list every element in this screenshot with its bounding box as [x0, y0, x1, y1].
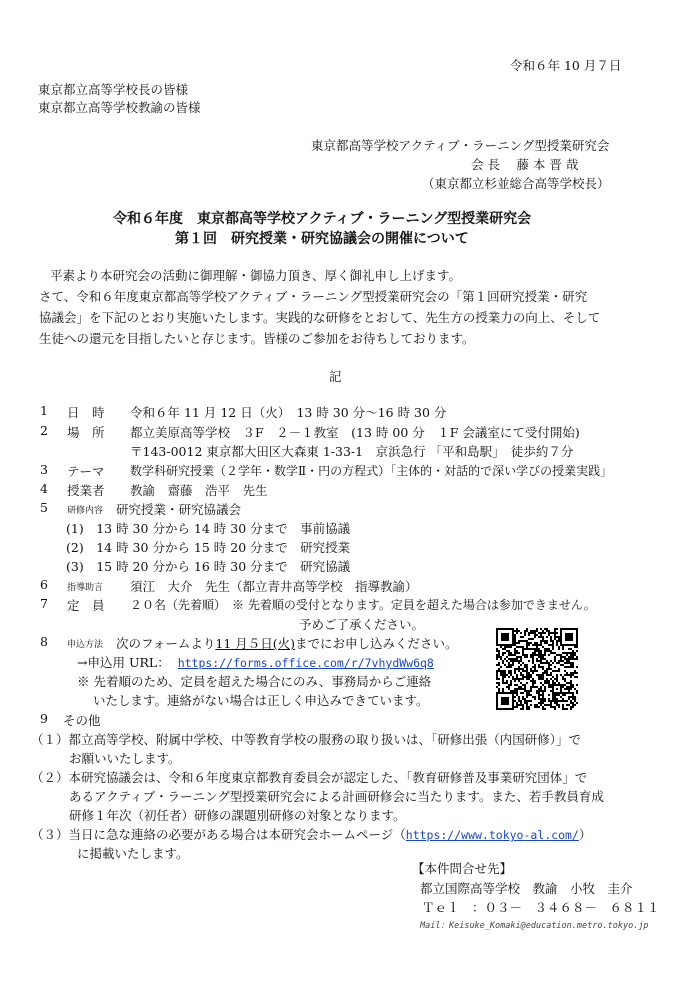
- item-8-value-b: までにお申し込みください。: [295, 636, 458, 651]
- item-5-number: 5: [40, 500, 48, 515]
- item-4-label: 授業者: [67, 483, 105, 498]
- item-2-value: 都立美原高等学校 ３F ２－１教室 (13 時 00 分 １F 会議室にて受付開始): [130, 425, 580, 440]
- item-2-address: 〒143-0012 東京都大田区大森東 1-33-1 京浜急行 「平和島駅」 徒歩約７分: [130, 444, 574, 459]
- ki-heading: 記: [329, 369, 342, 384]
- item-9-number: 9: [40, 711, 48, 726]
- other-2-line-3: 研修１年次（初任者）研修の課題別研修の対象となります。: [69, 808, 406, 823]
- contact-phone: Ｔｅｌ ：０３－ ３４６８－ ６８１１: [422, 900, 660, 915]
- recipient-principals: 東京都立高等学校長の皆様: [38, 82, 189, 97]
- item-7-number: 7: [40, 596, 48, 611]
- other-3-close-paren: ）: [578, 827, 592, 842]
- item-8-label: 申込方法: [67, 640, 104, 650]
- item-8-value-a: 次のフォームより: [116, 636, 216, 651]
- item-7-note: 予めご了承ください。: [299, 617, 425, 632]
- contact-email: Mail：Keisuke_Komaki@education.metro.tokyo.jp: [420, 921, 649, 931]
- other-2-line-2: あるアクティブ・ラーニング型授業研究会による計画研修会に当たります。また、若手教員育成: [69, 789, 604, 804]
- schedule-3: (3) 15 時 20 分から 16 時 30 分まで 研究協議: [66, 559, 351, 574]
- item-4-value: 教諭 齋藤 浩平 先生: [130, 483, 268, 498]
- item-5-value: 研究授業・研究協議会: [116, 502, 242, 517]
- document-date: 令和６年 10 月７日: [510, 58, 622, 73]
- signup-note-2: いたします。連絡がない場合は正しく申込みできています。: [93, 693, 429, 708]
- document-title-line1: 令和６年度 東京都高等学校アクティブ・ラーニング型授業研究会: [113, 211, 532, 227]
- qr-code-image: [496, 628, 578, 710]
- item-3-number: 3: [40, 462, 48, 477]
- signup-url-link[interactable]: https://forms.office.com/r/7vhydWw6q8: [177, 656, 434, 670]
- signup-url-label: →申込用 URL：: [77, 655, 170, 670]
- homepage-link[interactable]: https://www.tokyo-al.com/: [405, 828, 579, 842]
- item-4-number: 4: [40, 481, 48, 496]
- other-1-line-1: （１）都立高等学校、附属中学校、中等教育学校の服務の取り扱いは、「研修出張（内国研修）」で: [31, 732, 582, 747]
- sender-organization: 東京都高等学校アクティブ・ラーニング型授業研究会: [311, 138, 610, 153]
- item-6-label: 指導助言: [67, 583, 104, 593]
- contact-heading: 【本件問合せ先】: [412, 861, 513, 876]
- item-2-number: 2: [40, 423, 48, 438]
- recipient-teachers: 東京都立高等学校教諭の皆様: [38, 100, 201, 115]
- item-7-label: 定 員: [67, 598, 105, 613]
- document-title-line2: 第１回 研究授業・研究協議会の開催について: [175, 231, 469, 247]
- other-1-line-2: お願いいたします。: [69, 751, 181, 766]
- item-6-number: 6: [40, 577, 48, 592]
- contact-person: 都立国際高等学校 教諭 小牧 圭介: [420, 881, 633, 896]
- intro-line-3: 協議会」を下記のとおり実施いたします。実践的な研修をとおして、先生方の授業力の向上、そして: [39, 310, 601, 325]
- intro-line-1: 平素より本研究会の活動に御理解・御協力頂き、厚く御礼申し上げます。: [50, 268, 462, 283]
- intro-line-4: 生徒への還元を目指したいと存じます。皆様のご参加をお待ちしております。: [39, 331, 475, 346]
- item-3-value: 数学科研究授業（２学年・数学Ⅱ・円の方程式）「主体的・対話的で深い学びの授業実践」: [130, 464, 613, 478]
- item-6-value: 須江 大介 先生（都立青井高等学校 指導教諭）: [130, 579, 418, 594]
- item-5-label: 研修内容: [67, 506, 104, 516]
- item-2-label: 場 所: [67, 425, 105, 440]
- other-2-line-1: （２）本研究協議会は、令和６年度東京都教育委員会が認定した、「教育研修普及事業研究団体」で: [31, 770, 588, 785]
- item-1-value: 令和６年 11 月 12 日（火） 13 時 30 分～16 時 30 分: [130, 405, 447, 420]
- item-8-value: [116, 634, 458, 652]
- item-1-number: 1: [40, 403, 48, 418]
- item-8-number: 8: [40, 634, 48, 649]
- item-8-deadline: 11 月５日(火): [215, 636, 296, 651]
- item-1-label: 日 時: [67, 405, 105, 420]
- item-3-label: テーマ: [67, 464, 105, 479]
- signup-url-row: [77, 653, 434, 671]
- signup-note-1: ※ 先着順のため、定員を超えた場合にのみ、事務局からご連絡: [77, 674, 432, 689]
- item-7-value: ２０名（先着順） ※ 先着順の受付となります。定員を超えた場合は参加できません。: [130, 598, 596, 612]
- schedule-1: (1) 13 時 30 分から 14 時 30 分まで 事前協議: [66, 521, 351, 536]
- other-3-line-2: に掲載いたします。: [77, 846, 189, 861]
- schedule-2: (2) 14 時 30 分から 15 時 20 分まで 研究授業: [66, 540, 351, 555]
- sender-affiliation: （東京都立杉並総合高等学校長）: [422, 176, 610, 191]
- item-9-label: その他: [63, 713, 101, 728]
- intro-line-2: さて、令和６年度東京都高等学校アクティブ・ラーニング型授業研究会の「第１回研究授業・研究: [39, 289, 588, 304]
- other-3-text: （３）当日に急な連絡の必要がある場合は本研究会ホームページ（: [31, 827, 406, 842]
- sender-chair: 会 長 藤 本 晋 哉: [471, 157, 579, 172]
- other-3-line-1: [31, 825, 591, 843]
